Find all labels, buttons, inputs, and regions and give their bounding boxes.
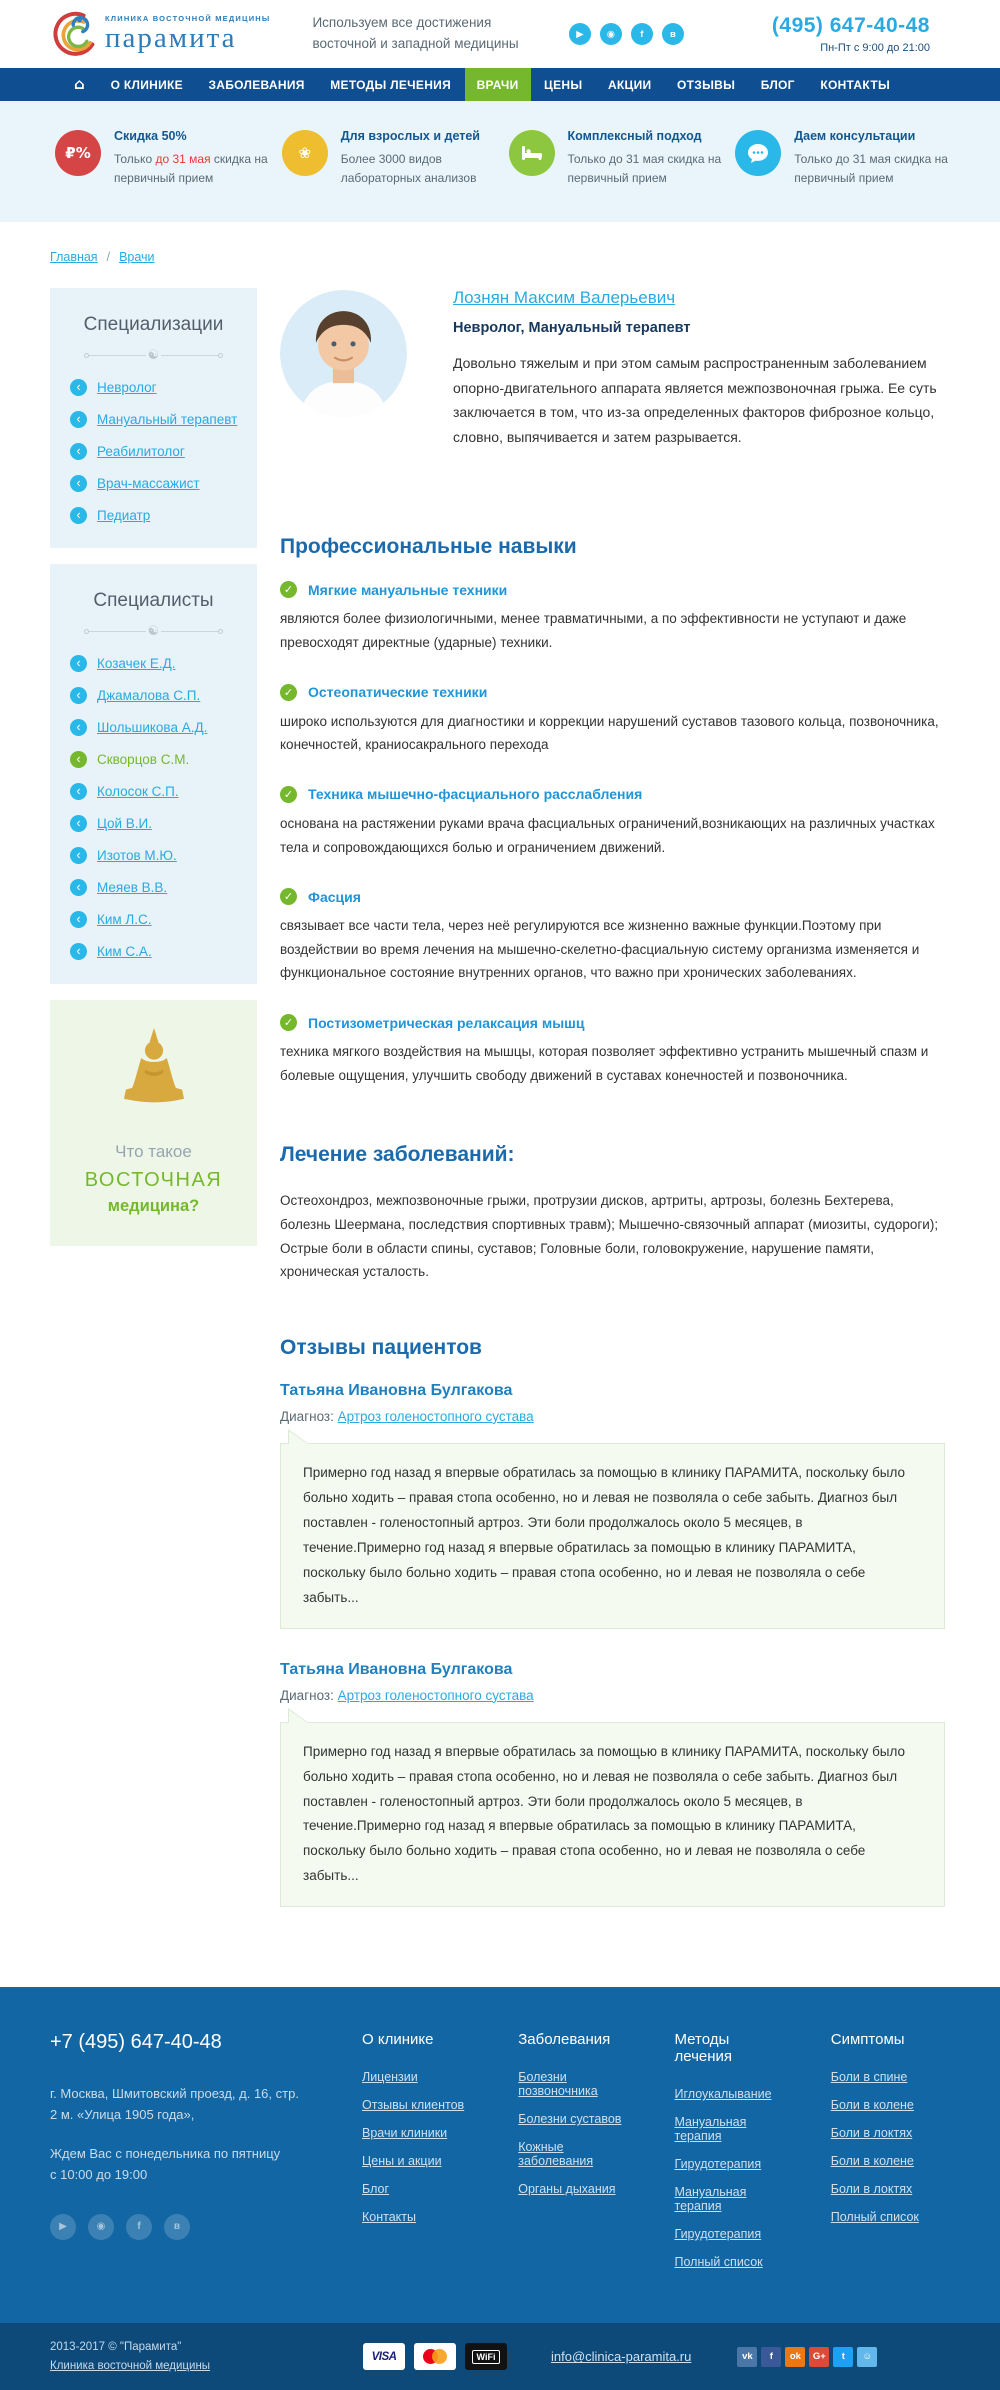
nav-item-diseases[interactable]: ЗАБОЛЕВАНИЯ: [208, 77, 305, 92]
footer-link[interactable]: Контакты: [362, 2210, 416, 2225]
skill-item: [280, 786, 945, 859]
facebook-icon[interactable]: f: [631, 23, 653, 45]
benefit-text: Более 3000 видов лабораторных анализов: [340, 152, 477, 186]
header-tagline: Используем все достижения восточной и западной медицины: [312, 15, 519, 51]
benefit-lab: [282, 127, 495, 188]
skill-name: Мягкие мануальные техники: [308, 581, 508, 598]
vk-icon[interactable]: vk: [737, 2347, 757, 2367]
specializations-title: Специализации: [83, 314, 224, 336]
footer-bottom-bar: [0, 2323, 1000, 2390]
footer-link[interactable]: Боли в локтях: [830, 2182, 913, 2197]
footer-phone[interactable]: +7 (495) 647-40-48: [50, 2031, 222, 2054]
specialist-item-active[interactable]: ‹ Скворцов С.М.: [70, 751, 243, 768]
nav-home[interactable]: [62, 68, 97, 101]
twitter-icon[interactable]: t: [833, 2347, 853, 2367]
header-social-links: [569, 23, 684, 45]
review-item: [280, 1661, 945, 1908]
footer: [0, 1987, 1000, 2323]
logo-brand: парамита: [105, 22, 237, 55]
visa-icon: VISA: [363, 2343, 405, 2370]
header-phone-block: [772, 14, 930, 54]
logo-caption: КЛИНИКА ВОСТОЧНОЙ МЕДИЦИНЫ: [105, 14, 271, 24]
eastern-medicine-promo[interactable]: [50, 1000, 257, 1246]
chevron-icon: ‹: [70, 379, 87, 396]
review-text: Примерно год назад я впервые обратилась за помощью в клинику ПАРАМИТА, поскольку было больно ходить – правая стопа особенно, но и левая не позволяла о себе забыть. Диагноз был поставлен - голеностопный артроз. Эти боли продолжалось около 5 месяцев, в течение.Примерно год назад я впервые обратилась за помощью в клинику ПАРАМИТА, поскольку было больно ходить – правая стопа особенно, но и левая не позволяла о себе забыть...: [303, 1464, 906, 1605]
check-icon: ✓: [280, 786, 297, 803]
check-icon: ✓: [280, 1014, 297, 1031]
specialists-title: Специалисты: [93, 590, 214, 612]
bed-icon: [509, 130, 555, 176]
treatment-section-title: Лечение заболеваний:: [280, 1143, 515, 1167]
breadcrumb-home[interactable]: Главная: [50, 250, 98, 265]
specialist-item[interactable]: ‹ Джамалова С.П.: [70, 687, 243, 704]
sidebar-item-manual-therapist[interactable]: ‹ Мануальный терапевт: [70, 411, 243, 428]
promo-line3: медицина?: [107, 1197, 200, 1216]
specialist-item[interactable]: ‹ Изотов М.Ю.: [70, 847, 243, 864]
facebook-icon[interactable]: f: [126, 2214, 152, 2240]
youtube-icon[interactable]: ▶: [50, 2214, 76, 2240]
footer-column-diseases: Заболевания Болезни позвоночника Болезни суставов Кожные заболевания Органы дыхания: [476, 2031, 632, 2283]
breadcrumb: Главная / Врачи: [50, 250, 155, 265]
specialists-block: [50, 564, 257, 984]
footer-link[interactable]: Цены и акции: [362, 2154, 442, 2169]
footer-link[interactable]: Боли в локтях: [830, 2126, 913, 2141]
mastercard-icon: [414, 2343, 456, 2370]
reviews-section-title: Отзывы пациентов: [280, 1335, 482, 1359]
diagnosis-link[interactable]: Артроз голеностопного сустава: [337, 1408, 534, 1424]
footer-link[interactable]: Боли в колене: [830, 2098, 914, 2113]
nav-item-about[interactable]: О КЛИНИКЕ: [110, 77, 183, 92]
copyright: 2013-2017 © "Парамита" Клиника восточной медицины: [50, 2340, 211, 2372]
header: [0, 0, 1000, 68]
footer-column-about: О клинике Лицензии Отзывы клиентов Врачи клиники Цены и акции Блог Контакты: [320, 2031, 476, 2283]
phone-number[interactable]: (495) 647-40-48: [771, 14, 930, 37]
skill-description: основана на растяжении руками врача фасциальных ограничений,возникающих на различных участках тела и сопровождающихся болью и ограничением движений.: [280, 815, 935, 855]
chevron-icon: ‹: [70, 719, 87, 736]
email-link[interactable]: info@clinica-paramita.ru: [551, 2349, 692, 2365]
footer-column-methods: Методы лечения Иглоукалывание Мануальная терапия Гирудотерапия Мануальная терапия Гирудотерапия Полный список: [633, 2031, 789, 2283]
skill-description: связывает все части тела, через неё регулируются все жизненно важные функции.Поэтому при воздействии во время лечения на мышечно-скелетно-фасциальную систему организма изменяется и функциональное состояние внутренних органов, что важно при хронических заболеваниях.: [280, 918, 920, 981]
review-bubble: [280, 1443, 945, 1629]
yin-yang-divider-icon: ☯: [84, 624, 223, 639]
sidebar-item-pediatrician[interactable]: ‹ Педиатр: [70, 507, 243, 524]
chat-icon: [735, 130, 781, 176]
main-area: [0, 222, 1000, 1987]
footer-link[interactable]: Врачи клиники: [362, 2126, 448, 2141]
nav-item-methods[interactable]: МЕТОДЫ ЛЕЧЕНИЯ: [330, 77, 452, 92]
doctor-specialty: Невролог, Мануальный терапевт: [453, 320, 691, 337]
main-nav: [0, 68, 1000, 101]
specialist-item[interactable]: ‹ Ким Л.С.: [70, 911, 243, 928]
skill-description: широко используются для диагностики и коррекции нарушений суставов тазового кольца, позвоночника, конечностей, краниосакрального перехода: [280, 713, 939, 753]
chevron-icon: ‹: [70, 507, 87, 524]
specialist-item[interactable]: ‹ Меяев В.В.: [70, 879, 243, 896]
benefit-consult: [735, 127, 948, 188]
doctor-page-content: [280, 288, 945, 1939]
payment-methods: [363, 2343, 507, 2370]
skill-description: техника мягкого воздействия на мышцы, которая позволяет эффективно устранить мышечный спазм и болевые ощущения, улучшить свободу движений в суставах конечностей и позвоночника.: [280, 1044, 929, 1083]
check-icon: ✓: [280, 684, 297, 701]
sidebar: [50, 288, 257, 1246]
benefit-title: Скидка 50%: [114, 129, 187, 143]
footer-social-links: [50, 2214, 320, 2240]
review-text: Примерно год назад я впервые обратилась за помощью в клинику ПАРАМИТА, поскольку было больно ходить – правая стопа особенно, но и левая не позволяла о себе забыть. Диагноз был поставлен - голеностопный артроз. Эти боли продолжалось около 5 месяцев, в течение.Примерно год назад я впервые обратилась за помощью в клинику ПАРАМИТА, поскольку было больно ходить – правая стопа особенно, но и левая не позволяла о себе забыть...: [303, 1743, 906, 1884]
chevron-icon: ‹: [70, 911, 87, 928]
promo-line1: Что такое: [115, 1142, 192, 1162]
review-author: Татьяна Ивановна Булгакова: [280, 1660, 513, 1678]
footer-schedule: Ждем Вас с понедельника по пятницу с 10:00 до 19:00: [50, 2145, 281, 2182]
skill-name: Постизометрическая релаксация мышц: [308, 1014, 585, 1031]
doctor-name-link[interactable]: Лознян Максим Валерьевич: [453, 288, 676, 308]
footer-link[interactable]: Органы дыхания: [518, 2182, 616, 2197]
highlighted-date: до 31 мая: [155, 152, 211, 166]
footer-email: [551, 2349, 691, 2364]
footer-link[interactable]: Полный список: [830, 2210, 919, 2225]
check-icon: ✓: [280, 581, 297, 598]
footer-link[interactable]: Болезни позвоночника: [518, 2070, 598, 2099]
instagram-icon[interactable]: ◉: [600, 23, 622, 45]
specializations-block: [50, 288, 257, 548]
chevron-icon: ‹: [70, 475, 87, 492]
odnoklassniki-icon[interactable]: ok: [785, 2347, 805, 2367]
nav-item-doctors[interactable]: ВРАЧИ: [465, 68, 531, 101]
skills-section-title: Профессиональные навыки: [280, 535, 577, 559]
home-icon: ⌂: [74, 75, 86, 93]
skill-item: [280, 684, 945, 757]
chevron-icon: ‹: [70, 783, 87, 800]
discount-icon: ₽%: [55, 130, 101, 176]
doctor-intro: Довольно тяжелым и при этом самым распространенным заболеванием опорно-двигательного аппарата является межпозвоночная грыжа. Ее суть заключается в том, что из-за определенных факторов фиброзное кольцо, словно, выпячивается и затем разрывается.: [453, 355, 937, 445]
chevron-icon: ‹: [70, 879, 87, 896]
yin-yang-divider-icon: ☯: [84, 348, 223, 363]
specialist-item[interactable]: ‹ Цой В.И.: [70, 815, 243, 832]
review-author: Татьяна Ивановна Булгакова: [280, 1381, 513, 1399]
footer-address: г. Москва, Шмитовский проезд, д. 16, стр. 2 м. «Улица 1905 года»,: [50, 2086, 299, 2123]
chevron-icon: ‹: [70, 943, 87, 960]
buddha-statue-image: [108, 1026, 200, 1126]
footer-link[interactable]: Мануальная терапия: [674, 2115, 747, 2144]
benefit-complex: [509, 127, 722, 188]
benefit-title: Для взрослых и детей: [340, 129, 480, 143]
lotus-icon: ❀: [282, 130, 328, 176]
skill-item: [280, 581, 945, 654]
footer-link[interactable]: Болезни суставов: [518, 2112, 622, 2127]
skill-item: [280, 888, 945, 985]
my-world-icon[interactable]: ☺: [857, 2347, 877, 2367]
sidebar-item-massage-doctor[interactable]: ‹ Врач-массажист: [70, 475, 243, 492]
nav-item-promotions[interactable]: АКЦИИ: [607, 77, 652, 92]
chevron-icon: ‹: [70, 687, 87, 704]
vk-icon[interactable]: в: [662, 23, 684, 45]
footer-link[interactable]: Отзывы клиентов: [362, 2098, 465, 2113]
footer-link[interactable]: Гирудотерапия: [674, 2157, 762, 2172]
footer-link[interactable]: Кожные заболевания: [518, 2140, 594, 2169]
chevron-icon: ‹: [70, 443, 87, 460]
treatment-text: Остеохондроз, межпозвоночные грыжи, протрузии дисков, артриты, артрозы, болезнь Бехтерева, болезнь Шеермана, последствия спортивных травм); Мышечно-связочный аппарат (миозиты, судороги); Острые боли в области спины, суставов; Головные боли, головокружение, нарушение памяти, хроническая усталость.: [280, 1193, 939, 1280]
skill-name: Техника мышечно-фасциального расслабления: [308, 786, 643, 803]
doctor-photo: [280, 290, 407, 417]
chevron-icon: ‹: [70, 815, 87, 832]
vk-icon[interactable]: в: [164, 2214, 190, 2240]
footer-link[interactable]: Иглоукалывание: [674, 2087, 772, 2102]
doctor-profile: [280, 288, 945, 449]
skill-description: являются более физиологичными, менее травматичными, а по эффективности не уступают и даже превосходят директные (ударные) техники.: [280, 611, 907, 650]
sidebar-item-rehabilitologist[interactable]: ‹ Реабилитолог: [70, 443, 243, 460]
facebook-icon[interactable]: f: [761, 2347, 781, 2367]
skill-item: [280, 1014, 945, 1087]
benefit-title: Даем консультации: [794, 129, 916, 143]
review-diagnosis: Диагноз: Артроз голеностопного сустава: [280, 1408, 534, 1424]
footer-link[interactable]: Блог: [362, 2182, 390, 2197]
working-hours: Пн-Пт с 9:00 до 21:00: [820, 42, 930, 54]
skill-name: Фасция: [308, 888, 361, 905]
breadcrumb-doctors[interactable]: Врачи: [119, 250, 155, 265]
footer-bottom-socials: [737, 2347, 877, 2367]
instagram-icon[interactable]: ◉: [88, 2214, 114, 2240]
sidebar-item-neurologist[interactable]: ‹ Невролог: [70, 379, 243, 396]
chevron-icon: ‹: [70, 847, 87, 864]
nav-item-prices[interactable]: ЦЕНЫ: [544, 77, 583, 92]
clinic-logo-icon: [50, 7, 98, 61]
benefit-text: Только до 31 мая скидка на первичный прием: [114, 152, 268, 186]
review-item: [280, 1382, 945, 1629]
footer-link[interactable]: Боли в колене: [830, 2154, 914, 2169]
skill-name: Остеопатические техники: [308, 684, 488, 701]
specialist-item[interactable]: ‹ Ким С.А.: [70, 943, 243, 960]
nav-item-contacts[interactable]: КОНТАКТЫ: [820, 77, 890, 92]
review-diagnosis: Диагноз: Артроз голеностопного сустава: [280, 1687, 534, 1703]
diagnosis-link[interactable]: Артроз голеностопного сустава: [337, 1687, 534, 1703]
benefit-discount: [55, 127, 268, 188]
footer-link[interactable]: Полный список: [674, 2255, 763, 2270]
footer-link[interactable]: Гирудотерапия: [674, 2227, 762, 2242]
benefits-strip: [0, 101, 1000, 222]
chevron-icon: ‹: [70, 655, 87, 672]
footer-contacts: [50, 2031, 320, 2283]
specialist-item[interactable]: ‹ Козачек Е.Д.: [70, 655, 243, 672]
footer-link[interactable]: Лицензии: [362, 2070, 418, 2085]
benefit-title: Комплексный подход: [567, 129, 702, 143]
google-plus-icon[interactable]: G+: [809, 2347, 829, 2367]
benefit-text: Только до 31 мая скидка на первичный прием: [794, 152, 948, 186]
clinic-link[interactable]: Клиника восточной медицины: [50, 2359, 211, 2372]
promo-line2: ВОСТОЧНАЯ: [84, 1169, 223, 1192]
check-icon: ✓: [280, 888, 297, 905]
clinic-logo[interactable]: [50, 7, 270, 61]
wifi-icon: WiFi: [465, 2343, 507, 2370]
nav-item-reviews[interactable]: ОТЗЫВЫ: [677, 77, 736, 92]
nav-item-blog[interactable]: БЛОГ: [760, 77, 795, 92]
footer-link[interactable]: Мануальная терапия: [674, 2185, 747, 2214]
chevron-icon: ‹: [70, 751, 87, 768]
footer-column-symptoms: Симптомы Боли в спине Боли в колене Боли в локтях Боли в колене Боли в локтях Полный список: [789, 2031, 945, 2283]
specialist-item[interactable]: ‹ Колосок С.П.: [70, 783, 243, 800]
youtube-icon[interactable]: ▶: [569, 23, 591, 45]
footer-link[interactable]: Боли в спине: [830, 2070, 908, 2085]
review-bubble: [280, 1722, 945, 1908]
benefit-text: Только до 31 мая скидка на первичный прием: [567, 152, 722, 186]
specialist-item[interactable]: ‹ Шольшикова А.Д.: [70, 719, 243, 736]
chevron-icon: ‹: [70, 411, 87, 428]
